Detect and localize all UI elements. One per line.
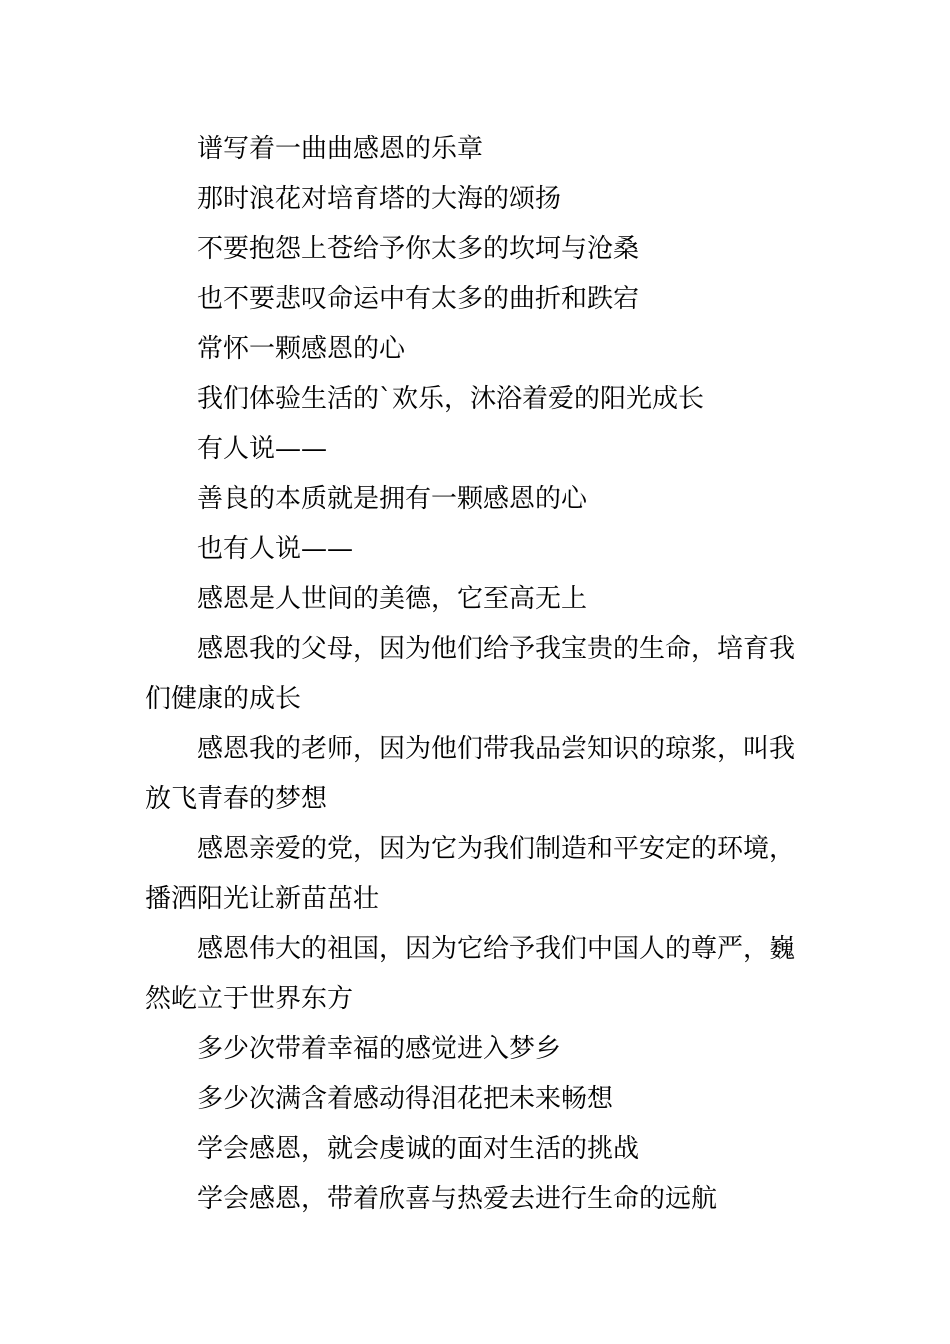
paragraph-6: 我们体验生活的`欢乐，沐浴着爱的阳光成长 <box>197 384 705 414</box>
paragraph-13: 感恩亲爱的党，因为它为我们制造和平安定的环境，播洒阳光让新苗茁壮 <box>145 834 796 914</box>
document-body <box>145 124 809 1224</box>
paragraph-15: 多少次带着幸福的感觉进入梦乡 <box>197 1034 562 1064</box>
paragraph-10: 感恩是人世间的美德，它至高无上 <box>197 584 588 614</box>
paragraph-12: 感恩我的老师，因为他们带我品尝知识的琼浆，叫我放飞青春的梦想 <box>145 734 796 814</box>
paragraph-11: 感恩我的父母，因为他们给予我宝贵的生命，培育我们健康的成长 <box>145 634 796 714</box>
paragraph-2: 那时浪花对培育塔的大海的颂扬 <box>197 184 562 214</box>
paragraph-1: 谱写着一曲曲感恩的乐章 <box>197 134 484 164</box>
paragraph-17: 学会感恩，就会虔诚的面对生活的挑战 <box>197 1134 640 1164</box>
paragraph-3: 不要抱怨上苍给予你太多的坎坷与沧桑 <box>197 234 640 264</box>
paragraph-7: 有人说—— <box>197 434 328 464</box>
paragraph-4: 也不要悲叹命运中有太多的曲折和跌宕 <box>197 284 640 314</box>
paragraph-8: 善良的本质就是拥有一颗感恩的心 <box>197 484 588 514</box>
paragraph-5: 常怀一颗感恩的心 <box>197 334 406 364</box>
paragraph-9: 也有人说—— <box>197 534 354 564</box>
paragraph-14: 感恩伟大的祖国，因为它给予我们中国人的尊严，巍然屹立于世界东方 <box>145 934 796 1014</box>
paragraph-18: 学会感恩，带着欣喜与热爱去进行生命的远航 <box>197 1184 718 1214</box>
paragraph-16: 多少次满含着感动得泪花把未来畅想 <box>197 1084 614 1114</box>
